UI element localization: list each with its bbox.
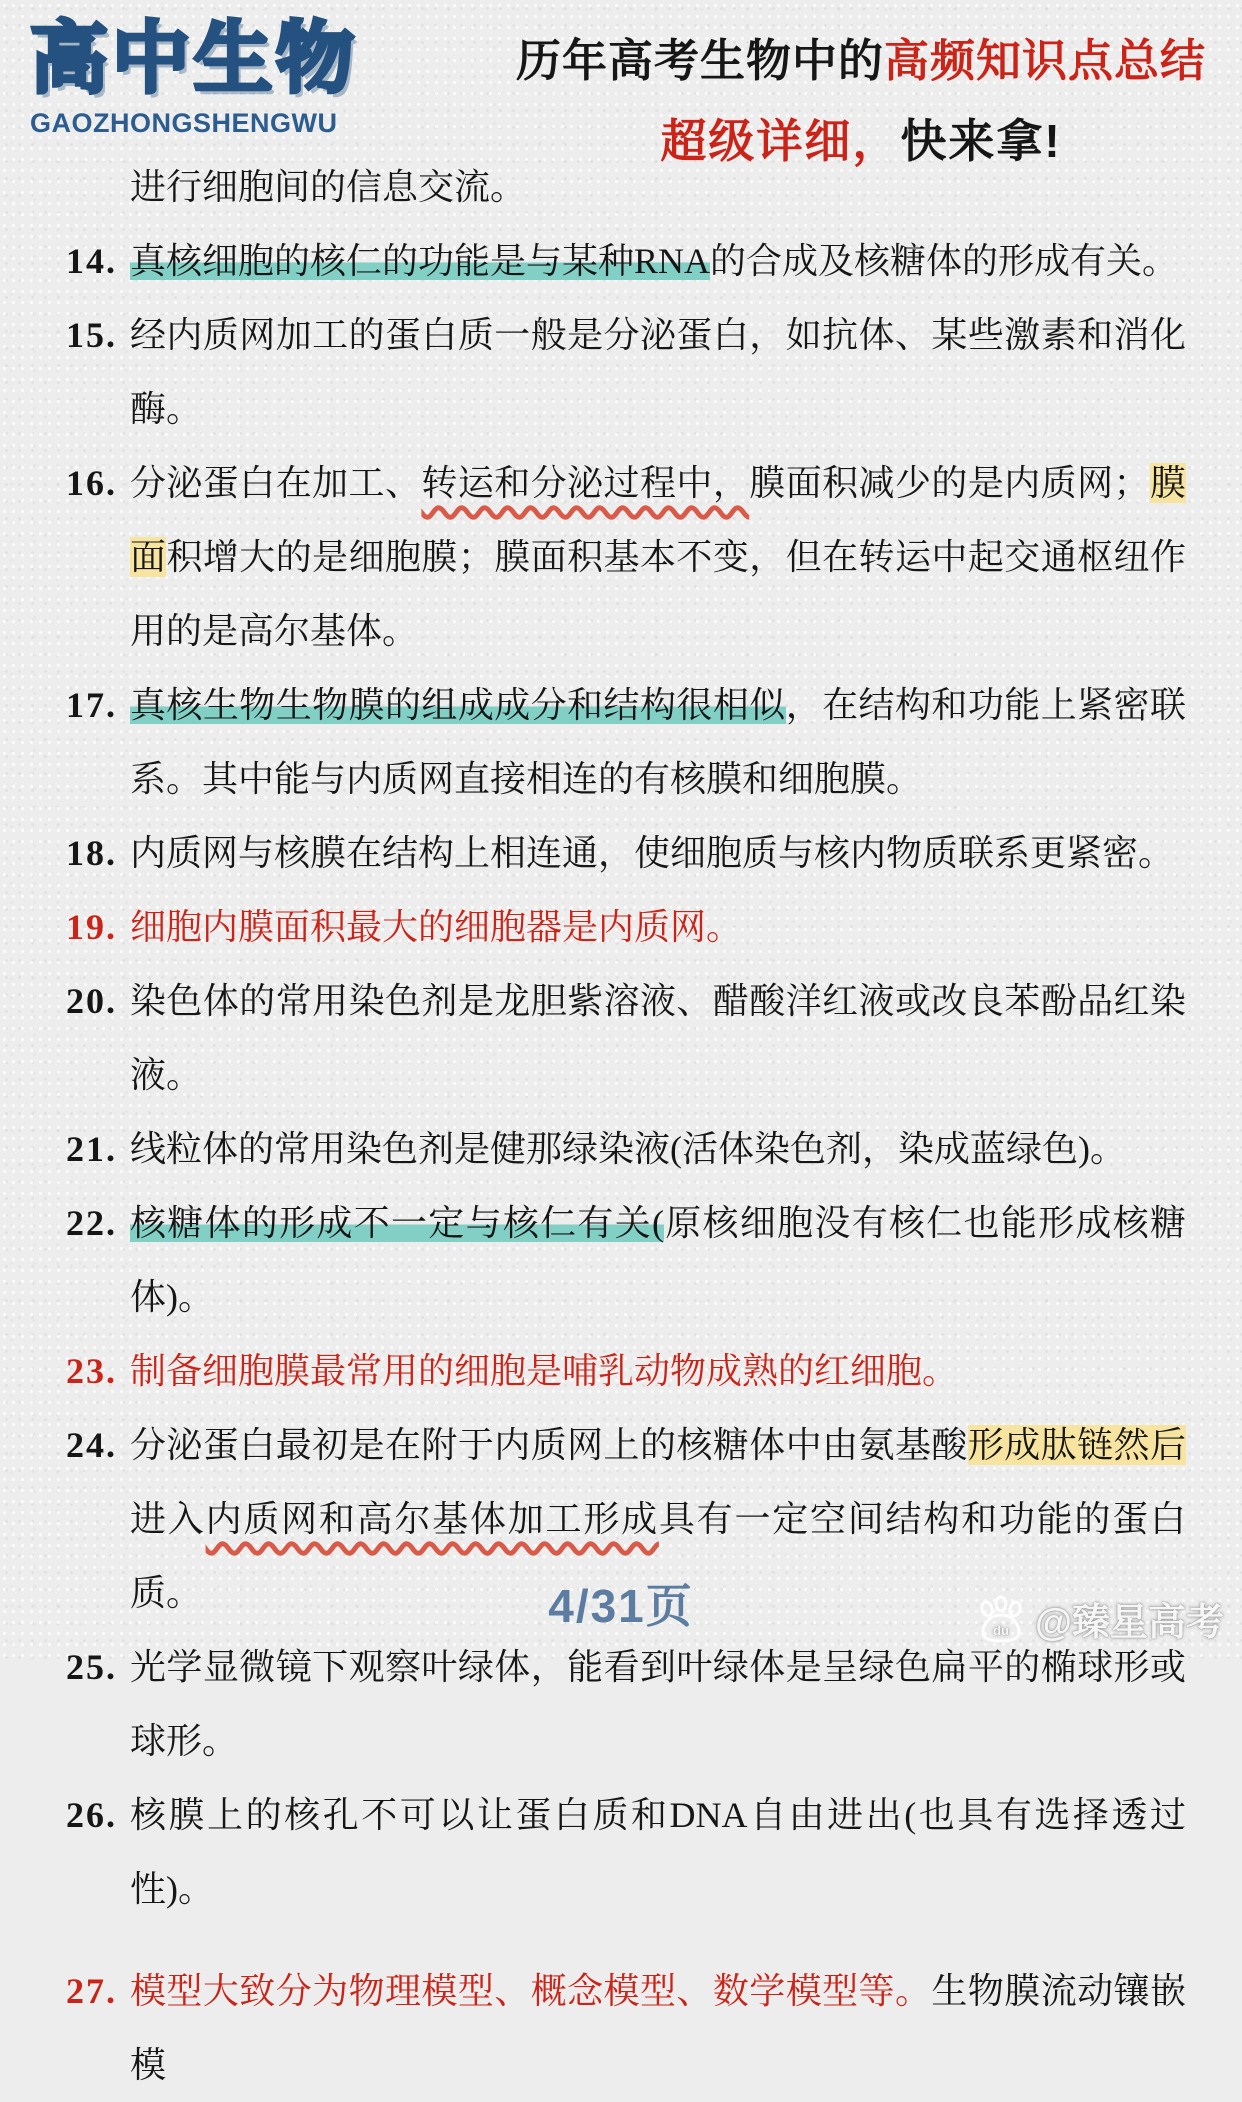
- item-text: 原核细胞没有核仁也能形成核糖体)。: [130, 1203, 1186, 1317]
- item-text: 内质网与核膜在结构上相连通，使细胞质与核内物质联系更紧密。: [130, 833, 1175, 873]
- item-text: 光学显微镜下观察叶绿体，能看到叶绿体是呈绿色扁平的椭球形或球形。: [130, 1647, 1186, 1761]
- list-item: [66, 150, 1186, 224]
- item-number: 19.: [66, 907, 117, 947]
- item-text: 线粒体的常用染色剂是健那绿染液(活体染色剂，染成蓝绿色)。: [130, 1129, 1126, 1169]
- item-text: 分泌蛋白最初是在附于内质网上的核糖体中由氨基酸: [130, 1425, 968, 1465]
- svg-text:du: du: [992, 1622, 1009, 1638]
- item-text-red-wavy-underline: 转运和分泌过程中，: [421, 463, 750, 503]
- item-number: 15.: [66, 315, 117, 355]
- item-content: [130, 167, 526, 207]
- item-text: 生物膜流动镶嵌模: [130, 1971, 1186, 2085]
- item-content: [130, 1647, 1186, 1761]
- logo-pinyin-subtitle: GAOZHONGSHENGWU: [30, 108, 338, 138]
- item-text: 的合成及核糖体的形成有关。: [710, 241, 1179, 281]
- item-text-teal-highlight: 核糖体的形成不一定与核仁有关(: [130, 1203, 664, 1243]
- list-item: [66, 816, 1186, 890]
- item-content: [130, 1203, 1186, 1317]
- item-number: 14.: [66, 241, 117, 281]
- item-content: [130, 1351, 958, 1391]
- list-item: [66, 1334, 1186, 1408]
- item-text-yellow-highlight: 膜面: [130, 463, 1186, 577]
- title-line-1: [516, 24, 1206, 89]
- watermark: [975, 1591, 1224, 1646]
- item-content: [130, 981, 1186, 1095]
- item-text: ，在结构和功能上紧密联系。其中能与内质网直接相连的有核膜和细胞膜。: [130, 685, 1186, 799]
- title-line1-black-text: 历年高考生物中的: [515, 35, 884, 86]
- page-title: [516, 24, 1206, 171]
- item-number: 18.: [66, 833, 117, 873]
- list-item: [66, 890, 1186, 964]
- list-item: [66, 298, 1186, 446]
- title-line2-red-text: 超级详细，: [660, 115, 901, 167]
- watermark-handle: @臻星高考: [1034, 1602, 1224, 1644]
- item-text: 进行细胞间的信息交流。: [130, 167, 527, 207]
- item-number: 26.: [66, 1795, 117, 1835]
- item-number: 22.: [66, 1203, 117, 1243]
- item-content: [130, 1129, 1126, 1169]
- list-item: [66, 224, 1186, 298]
- item-content: [130, 685, 1186, 799]
- item-content: [130, 907, 742, 947]
- item-number: 27.: [66, 1971, 117, 2011]
- list-item: [66, 668, 1186, 816]
- item-text-red-text: 制备细胞膜最常用的细胞是哺乳动物成熟的红细胞。: [130, 1351, 959, 1391]
- title-line1-red-text: 高频知识点总结: [883, 35, 1206, 86]
- item-number: 17.: [66, 685, 117, 725]
- page-number: 4/31页: [548, 1580, 694, 1632]
- item-number: 21.: [66, 1129, 117, 1169]
- logo-chinese-title: 高中生物: [30, 14, 359, 102]
- item-content: [130, 1795, 1186, 1909]
- item-number: 20.: [66, 981, 117, 1021]
- title-line2-black-text: 快来拿!: [900, 115, 1062, 167]
- item-content: [130, 833, 1174, 873]
- list-item: [66, 446, 1186, 668]
- item-number: 16.: [66, 463, 117, 503]
- list-item: [66, 1112, 1186, 1186]
- item-text-yellow-highlight: 形成肽链然后: [967, 1425, 1186, 1465]
- item-text: 核膜上的核孔不可以让蛋白质和DNA自由进出(也具有选择透过性)。: [130, 1795, 1186, 1909]
- item-text: 经内质网加工的蛋白质一般是分泌蛋白，如抗体、某些激素和消化酶。: [130, 315, 1186, 429]
- item-content: [130, 463, 1186, 651]
- list-item: [66, 1954, 1186, 2102]
- item-text: 分泌蛋白在加工、: [130, 463, 422, 503]
- item-text: 膜面积减少的是内质网；: [749, 463, 1150, 503]
- item-text-teal-highlight: 真核细胞的核仁的功能是与某种RNA: [130, 241, 711, 281]
- baidu-paw-icon: [975, 1593, 1027, 1645]
- item-text: 染色体的常用染色剂是龙胆紫溶液、醋酸洋红液或改良苯酚品红染液。: [130, 981, 1186, 1095]
- item-content: [130, 241, 1178, 281]
- knowledge-list: [0, 150, 1242, 2102]
- item-text: 进入: [130, 1499, 206, 1539]
- item-number: 25.: [66, 1647, 117, 1687]
- item-text-red-text: 模型大致分为物理模型、概念模型、数学模型等。: [130, 1971, 932, 2011]
- list-item: [66, 964, 1186, 1112]
- list-item: [66, 1186, 1186, 1334]
- item-text-red-text: 细胞内膜面积最大的细胞器是内质网。: [130, 907, 743, 947]
- logo: [30, 16, 390, 139]
- item-text: 积增大的是细胞膜；膜面积基本不变，但在转运中起交通枢纽作用的是高尔基体。: [130, 537, 1186, 651]
- item-content: [130, 1971, 1186, 2085]
- item-text-red-wavy-underline: 内质网和高尔基体加工形成: [205, 1499, 659, 1539]
- item-number: 23.: [66, 1351, 117, 1391]
- item-text-teal-highlight: 真核生物生物膜的组成成分和结构很相似: [130, 685, 786, 725]
- item-text: 具有一定空间结构和功能的蛋白质。: [130, 1499, 1186, 1613]
- list-item: [66, 1630, 1186, 1778]
- list-item: [66, 1778, 1186, 1926]
- item-number: 24.: [66, 1425, 117, 1465]
- item-content: [130, 315, 1186, 429]
